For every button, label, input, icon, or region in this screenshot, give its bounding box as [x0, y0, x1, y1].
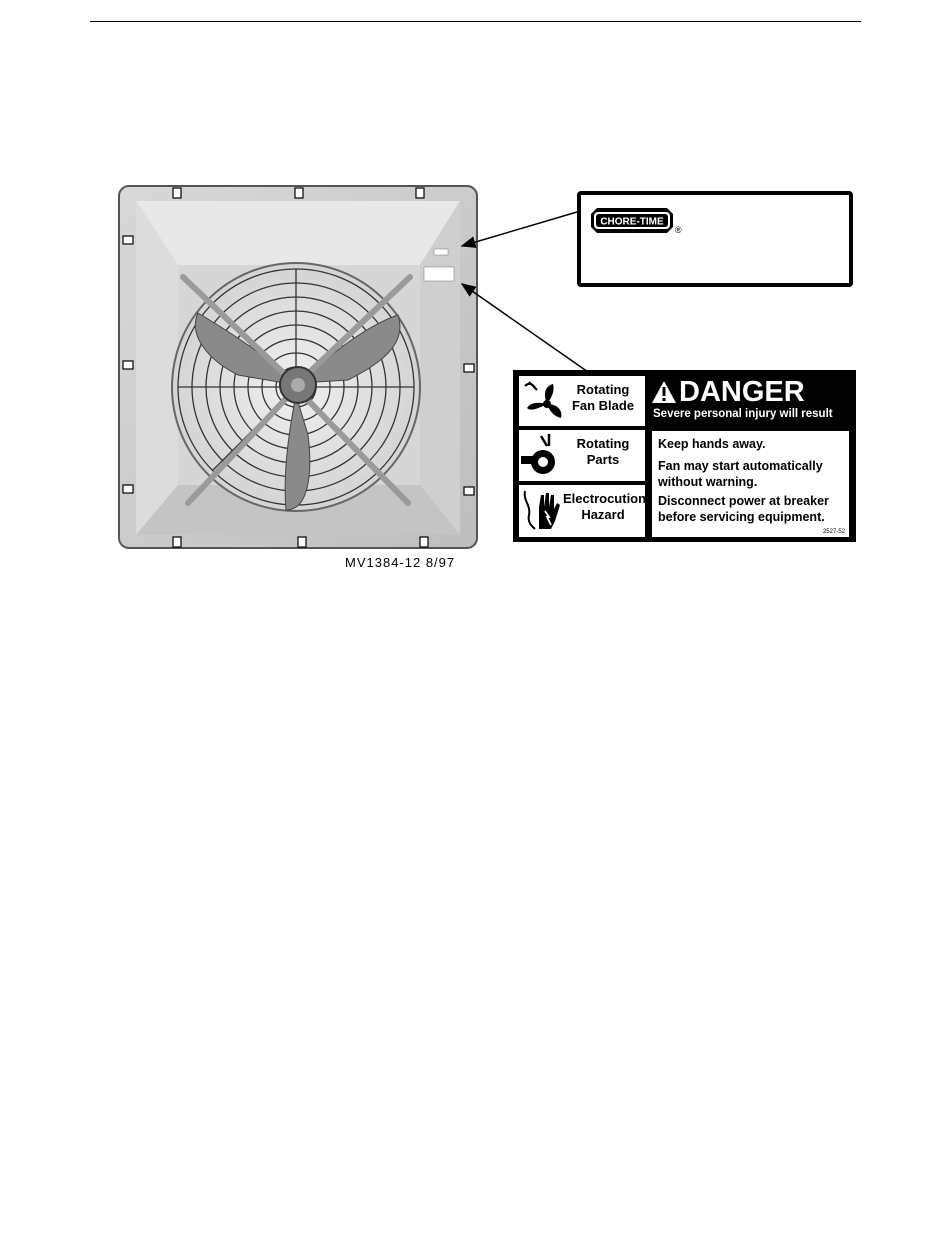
- fan-photo: [118, 185, 478, 549]
- hazard-label-line2: Fan Blade: [571, 398, 635, 413]
- figure-caption: MV1384-12 8/97: [345, 555, 456, 570]
- danger-signal-word: DANGER: [679, 376, 805, 408]
- logo-decal: [577, 191, 853, 287]
- decal-code: 2527-52: [822, 529, 845, 535]
- danger-instructions: [652, 431, 849, 537]
- danger-decal: [513, 370, 856, 542]
- danger-header: [651, 373, 855, 425]
- hazard-label-line1: Electrocution: [563, 491, 647, 506]
- hazard-label-line2: Hazard: [581, 507, 625, 522]
- fan-blade-icon: [521, 378, 567, 422]
- hazard-label-line1: Rotating: [576, 436, 630, 451]
- hazard-rotating-fan-blade: [519, 376, 645, 426]
- header-rule: [90, 21, 861, 22]
- danger-subtitle: Severe personal injury will result: [653, 408, 833, 420]
- chore-time-logo: [591, 208, 673, 233]
- hazard-rotating-parts: [519, 430, 645, 481]
- warning-triangle-icon: [651, 380, 677, 404]
- registered-mark: ®: [675, 225, 682, 235]
- hazard-label-line2: Parts: [586, 452, 620, 467]
- hazard-label-line1: Rotating: [576, 382, 630, 397]
- instruction-disconnect-power: Disconnect power at breaker before servicing equipment.: [658, 494, 829, 524]
- instruction-fan-may-start: Fan may start automatically without warning.: [658, 459, 823, 489]
- rotating-parts-icon: [521, 432, 567, 476]
- hazard-electrocution: [519, 485, 645, 537]
- electrocution-icon: [521, 487, 567, 531]
- svg-text:CHORE-TIME: CHORE-TIME: [600, 216, 664, 228]
- instruction-keep-hands-away: Keep hands away.: [658, 437, 766, 451]
